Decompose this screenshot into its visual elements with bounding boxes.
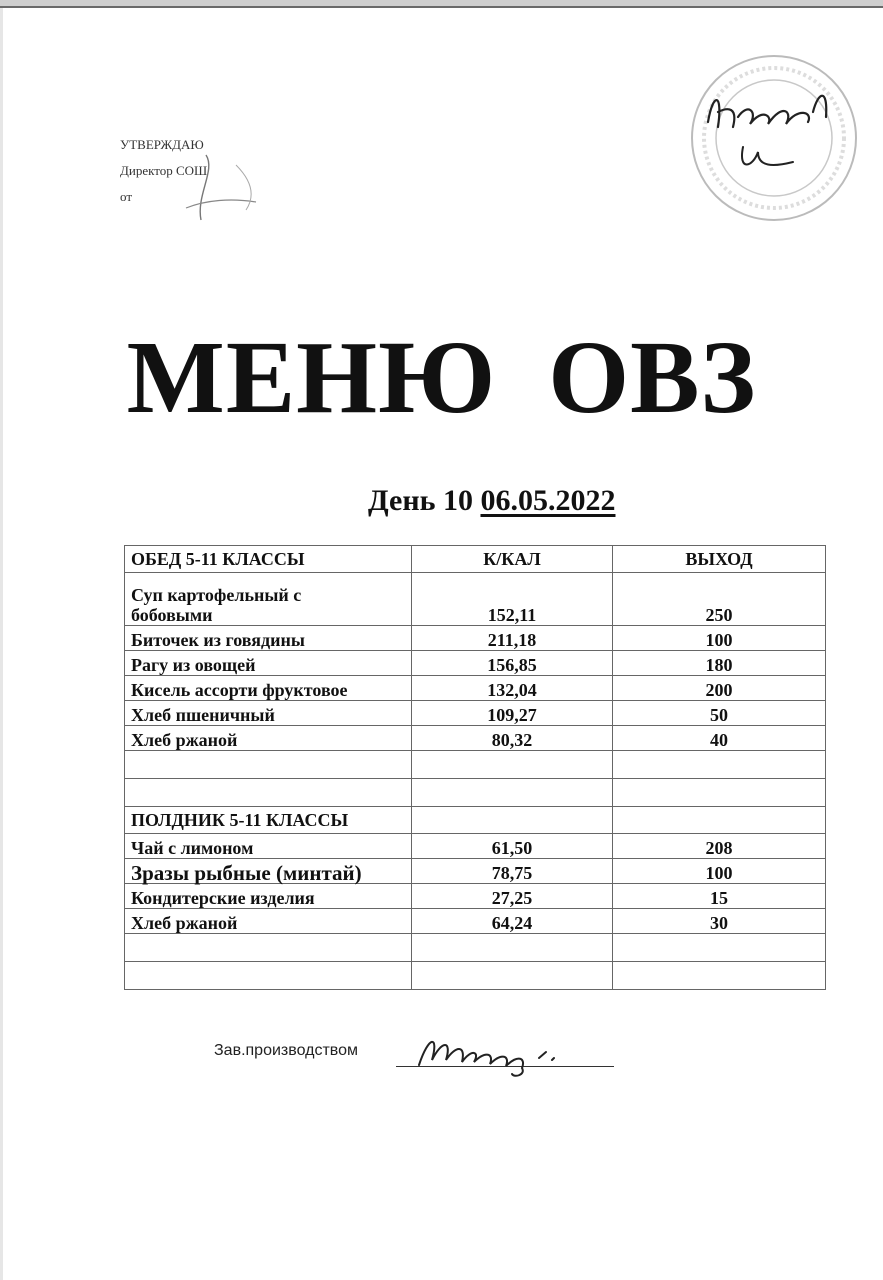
dish-kcal: 152,11 <box>412 573 613 626</box>
dish-output: 180 <box>613 651 826 676</box>
empty-cell <box>125 751 412 779</box>
table-row <box>125 834 826 859</box>
table-row-empty <box>125 962 826 990</box>
empty-cell <box>613 807 826 834</box>
approval-line-3: от <box>120 189 133 204</box>
dish-name: Чай с лимоном <box>125 834 412 859</box>
table-row <box>125 676 826 701</box>
page-top-border <box>0 0 883 8</box>
dish-kcal: 211,18 <box>412 626 613 651</box>
dish-kcal: 61,50 <box>412 834 613 859</box>
dish-name-line-2: бобовыми <box>131 605 213 625</box>
empty-cell <box>412 807 613 834</box>
dish-output: 50 <box>613 701 826 726</box>
dish-name: Рагу из овощей <box>125 651 412 676</box>
empty-cell <box>412 779 613 807</box>
empty-cell <box>412 962 613 990</box>
empty-cell <box>125 934 412 962</box>
empty-cell <box>613 779 826 807</box>
dish-name: Кисель ассорти фруктовое <box>125 676 412 701</box>
dish-output: 40 <box>613 726 826 751</box>
table-row <box>125 626 826 651</box>
table-row-empty <box>125 751 826 779</box>
dish-name: Хлеб пшеничный <box>125 701 412 726</box>
output-column-header: ВЫХОД <box>613 546 826 573</box>
lunch-section-header: ОБЕД 5-11 КЛАССЫ <box>125 546 412 573</box>
dish-name: Кондитерские изделия <box>125 884 412 909</box>
dish-kcal: 156,85 <box>412 651 613 676</box>
empty-cell <box>613 934 826 962</box>
table-row-empty <box>125 779 826 807</box>
dish-name: Зразы рыбные (минтай) <box>125 859 412 884</box>
title-word-1: МЕНЮ <box>126 320 497 435</box>
approval-line-2: Директор СОШ <box>120 163 208 178</box>
snack-header-row <box>125 807 826 834</box>
empty-cell <box>125 779 412 807</box>
table-row <box>125 884 826 909</box>
dish-name: Хлеб ржаной <box>125 726 412 751</box>
dish-kcal: 80,32 <box>412 726 613 751</box>
table-row <box>125 701 826 726</box>
dish-output: 200 <box>613 676 826 701</box>
kcal-column-header: К/КАЛ <box>412 546 613 573</box>
dish-kcal: 132,04 <box>412 676 613 701</box>
production-manager-signature-image <box>414 1030 574 1080</box>
menu-table <box>124 545 826 990</box>
menu-day: День 10 <box>368 484 473 517</box>
empty-cell <box>613 751 826 779</box>
empty-cell <box>125 962 412 990</box>
menu-date: 06.05.2022 <box>480 484 616 517</box>
director-signature-image <box>176 150 266 230</box>
table-row <box>125 573 826 626</box>
table-row-empty <box>125 934 826 962</box>
table-row <box>125 859 826 884</box>
empty-cell <box>412 934 613 962</box>
page-title <box>0 318 883 437</box>
dish-output: 250 <box>613 573 826 626</box>
dish-output: 100 <box>613 626 826 651</box>
dish-output: 30 <box>613 909 826 934</box>
dish-output: 15 <box>613 884 826 909</box>
dish-kcal: 27,25 <box>412 884 613 909</box>
dish-kcal: 109,27 <box>412 701 613 726</box>
dish-name-line-1: Суп картофельный с <box>131 585 302 605</box>
dish-output: 208 <box>613 834 826 859</box>
dish-name: Биточек из говядины <box>125 626 412 651</box>
production-manager-label: Зав.производством <box>214 1042 358 1059</box>
table-header-row <box>125 546 826 573</box>
dish-output: 100 <box>613 859 826 884</box>
dish-kcal: 78,75 <box>412 859 613 884</box>
table-row <box>125 651 826 676</box>
approval-line-1: УТВЕРЖДАЮ <box>120 137 204 152</box>
empty-cell <box>412 751 613 779</box>
dish-name: Хлеб ржаной <box>125 909 412 934</box>
empty-cell <box>613 962 826 990</box>
snack-section-header: ПОЛДНИК 5-11 КЛАССЫ <box>125 807 412 834</box>
table-row <box>125 909 826 934</box>
table-row <box>125 726 826 751</box>
page-left-shade <box>0 8 3 1280</box>
title-word-2: ОВЗ <box>548 320 757 435</box>
menu-subtitle <box>368 484 615 518</box>
stamp-signature-image <box>698 82 838 192</box>
dish-kcal: 64,24 <box>412 909 613 934</box>
dish-name <box>125 573 412 626</box>
